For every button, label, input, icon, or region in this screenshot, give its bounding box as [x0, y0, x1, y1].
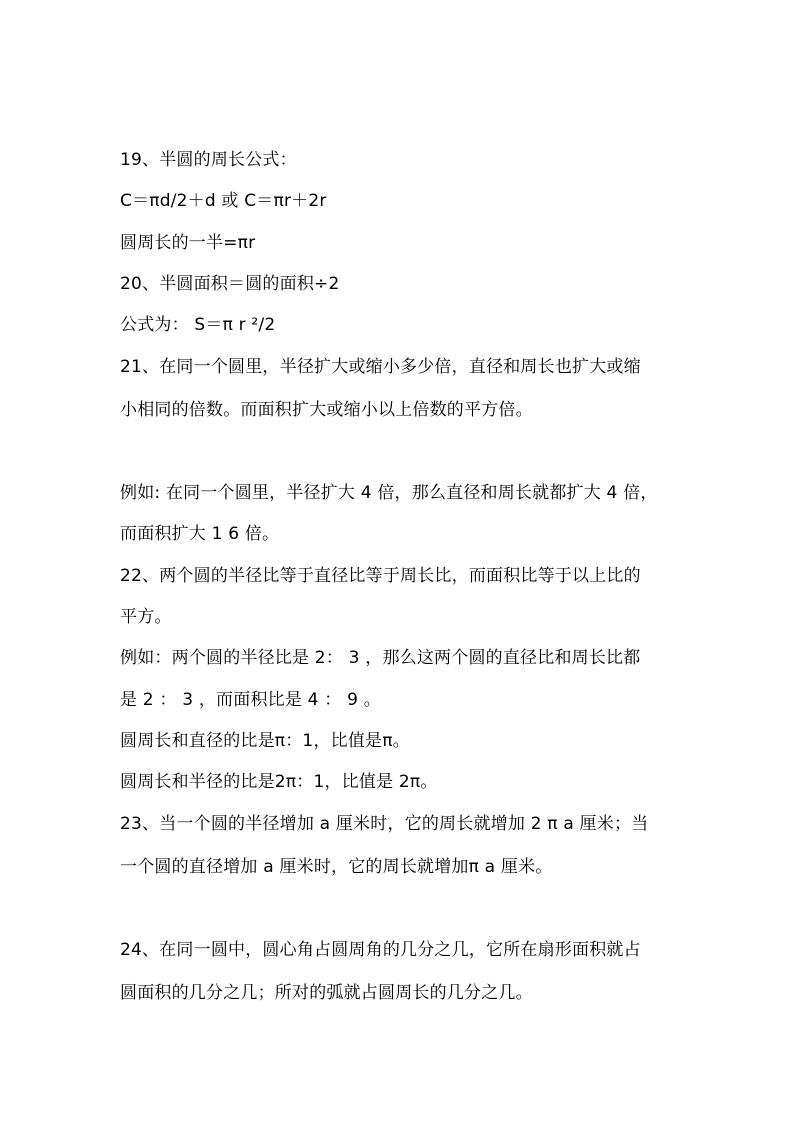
text-line-half-circumference: 圆周长的一半=πr	[120, 233, 256, 253]
text-line-21-second: 小相同的倍数。而面积扩大或缩小以上倍数的平方倍。	[120, 400, 533, 420]
text-line-example-22-second: 是 2 ： 3 ，而面积比是 4 ： 9 。	[120, 690, 381, 710]
text-line-example-21-first: 例如: 在同一个圆里，半径扩大 4 倍，那么直径和周长就都扩大 4 倍，	[120, 483, 658, 503]
text-line-22-second: 平方。	[120, 607, 172, 627]
text-line-24-first: 24、在同一圆中，圆心角占圆周角的几分之几，它所在扇形面积就占	[120, 940, 641, 960]
text-line-21-first: 21、在同一个圆里，半径扩大或缩小多少倍，直径和周长也扩大或缩	[120, 357, 641, 377]
text-line-24-second: 圆面积的几分之几；所对的弧就占圆周长的几分之几。	[120, 983, 533, 1003]
text-line-20-title: 20、半圆面积＝圆的面积÷2	[120, 274, 340, 294]
text-line-example-21-second: 而面积扩大 1 6 倍。	[120, 524, 280, 544]
text-line-23-first: 23、当一个圆的半径增加 a 厘米时，它的周长就增加 2 π a 厘米；当	[120, 814, 649, 834]
text-line-22-first: 22、两个圆的半径比等于直径比等于周长比，而面积比等于以上比的	[120, 566, 641, 586]
text-line-circumference-diameter-ratio: 圆周长和直径的比是π：1，比值是π。	[120, 731, 410, 751]
text-line-example-22-first: 例如：两个圆的半径比是 2： 3 ，那么这两个圆的直径比和周长比都	[120, 648, 641, 668]
text-line-19-title: 19、半圆的周长公式：	[120, 150, 297, 170]
text-line-circumference-radius-ratio: 圆周长和半径的比是2π：1，比值是 2π。	[120, 772, 438, 792]
text-line-semicircle-perimeter-formula: C＝πd/2＋d 或 C＝πr＋2r	[120, 191, 327, 211]
text-line-23-second: 一个圆的直径增加 a 厘米时，它的周长就增加π a 厘米。	[120, 857, 553, 877]
text-line-semicircle-area-formula: 公式为： S＝π r ²/2	[120, 315, 276, 335]
